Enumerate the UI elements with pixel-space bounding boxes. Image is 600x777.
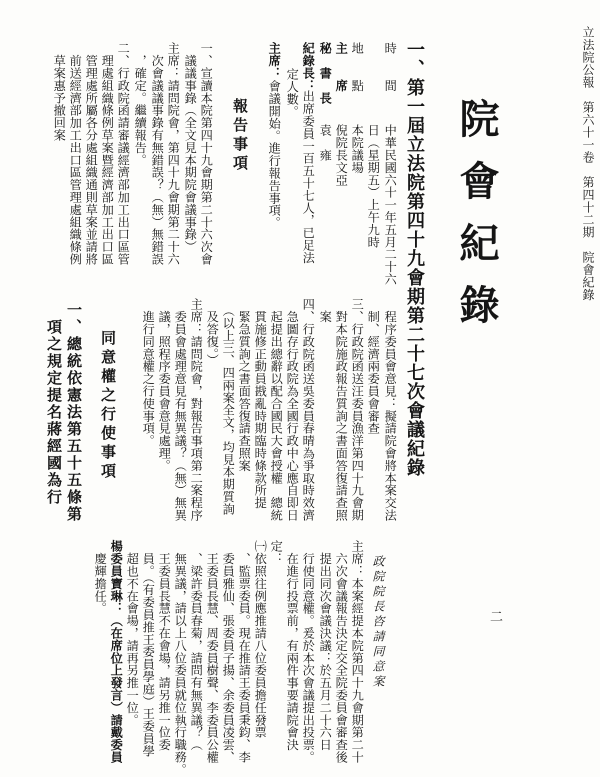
meta-place-value: 本院議場 bbox=[350, 124, 365, 174]
text-line: 議，照程序委員會意見處理。 bbox=[157, 298, 172, 472]
meta-clerk-label: 紀錄長： bbox=[301, 42, 316, 92]
consent-heading: 同意權之行使事項 bbox=[99, 330, 117, 482]
text-line: 四、行政院函送吳委員春晴為爭取時效濟 bbox=[301, 298, 316, 522]
text-line: 三、行政院函送汪委員漁洋第四十九會期 bbox=[350, 298, 365, 522]
text-line: 六次會議報告決定交全院委員會審查後 bbox=[334, 540, 349, 764]
text-line: 前送經濟部加工出口區管理處組織條例 bbox=[68, 42, 83, 266]
text-line: 、監票委員。現在推請王委員秉鈞、李 bbox=[237, 540, 252, 764]
text-line: 進行同意權之行使事項。 bbox=[141, 298, 156, 447]
text-line: 貫施修正動員戡亂時期臨時條款所提 bbox=[253, 298, 268, 509]
text-line: 及答復。） bbox=[205, 298, 220, 367]
text-line: 緊急質詢之書面答復請查照案 bbox=[237, 298, 252, 472]
text-line: 委員雅仙、張委員子揚、余委員凌雲、 bbox=[221, 540, 236, 764]
text-line: 主席：本案經提本院第四十九會期第二十 bbox=[350, 540, 365, 764]
text-line: 制、經濟兩委員會審查 bbox=[366, 298, 381, 435]
text-line: 委員會處理意見有無異議？（無）無異 bbox=[173, 298, 188, 522]
reports-heading: 報告事項 bbox=[231, 98, 249, 174]
page-number: 二 bbox=[490, 610, 504, 625]
text-line: 員。（有委員推王委員學庭）王委員學 bbox=[141, 540, 156, 758]
meta-time-value: 中華民國六十一年五月二十六 bbox=[383, 124, 398, 286]
text-line: 急圖存行政院為全國行政中心應自即日 bbox=[285, 298, 300, 522]
meta-secretary-label: 秘 書 長 bbox=[318, 42, 333, 104]
text-line: ㈠依照往例應推請八位委員擔任發票 bbox=[253, 540, 268, 739]
meta-clerk-value: 出席委員一百五十七人，已足法 bbox=[301, 90, 316, 264]
text-line: 慶輝擔任。 bbox=[93, 540, 108, 615]
text-line: 提出同次會議決議：於五月二十六日 bbox=[318, 540, 333, 751]
meta-chair-value: 倪院長文亞 bbox=[334, 124, 349, 186]
meta-open-value: 會議開始。進行報告事項。 bbox=[267, 80, 282, 229]
text-line: 楊委員寶琳：（在席位上發言）請戴委員 bbox=[109, 540, 124, 764]
page-title: 院會紀錄 bbox=[453, 98, 500, 346]
text-line: 案 bbox=[318, 298, 333, 323]
meta-secretary-value: 袁 雍 bbox=[318, 124, 333, 162]
consent-item-1: 一、總統依憲法第五十五條第 bbox=[65, 302, 83, 523]
text-line: 議議事錄（全文見本期院會議事錄） bbox=[183, 42, 198, 253]
text-line: 管理處所屬各分處組織通則草案並請將 bbox=[84, 42, 99, 266]
text-line: 超也不在會場，請再另推一位。 bbox=[125, 540, 140, 726]
text-line: 主席：請問院會，對報告事項第二案程序 bbox=[189, 298, 204, 522]
text-line: 二、行政院函請審議經濟部加工出口區管 bbox=[116, 42, 131, 266]
meta-chair-label: 主 席 bbox=[334, 42, 349, 92]
text-line: 次會議議事錄有無錯誤？（無）無錯誤 bbox=[150, 42, 165, 266]
meta-time-label: 時 間 bbox=[383, 42, 398, 92]
text-line: 定： bbox=[269, 540, 284, 565]
text-line: 一、宣讀本院第四十九會期第二十六次會 bbox=[199, 42, 214, 266]
meta-open-label: 主席： bbox=[267, 42, 282, 80]
meta-time-value-2: 日（星期五）上午九時 bbox=[366, 124, 381, 248]
text-line: 、梁許委員春菊，請問有無異議？（ bbox=[189, 540, 204, 751]
text-line: 理處組織條例草案暨經濟部加工出口區 bbox=[100, 42, 115, 266]
session-heading: 一、第一屆立法院第四十九會期第二十七次會議紀錄 bbox=[404, 40, 425, 477]
text-line: 對本院施政報告質詢之書面答復請查照 bbox=[334, 298, 349, 522]
meta-place-label: 地 點 bbox=[350, 42, 365, 92]
text-line: 起提出總辭以配合國民大會授權 總統 bbox=[269, 298, 284, 522]
consent-item-1-cont: 項之規定提名蔣經國為行 bbox=[45, 302, 63, 506]
text-line: 草案惠予撤回案 bbox=[52, 42, 67, 142]
text-line: 行使同意權。爰於本次會議提出投票。 bbox=[301, 540, 316, 764]
text-line: 程序委員會意見：擬請院會將本案交法 bbox=[383, 298, 398, 522]
text-line: ，確定。繼續報告。 bbox=[133, 42, 148, 166]
meta-clerk-value-2: 定人數。 bbox=[285, 68, 300, 118]
text-line: 王委員長慧、周委員樹聲、李委員公權 bbox=[205, 540, 220, 764]
text-line: 無異議，請以上八位委員就位執行職務。 bbox=[173, 540, 188, 776]
handwritten-note: 政院院長咨請同意案 bbox=[371, 555, 385, 690]
text-line: 主席：請問院會，第四十九會期第二十六 bbox=[166, 42, 181, 266]
text-line: （以上三、四兩案全文，均見本期質詢 bbox=[221, 298, 236, 516]
text-line: 王委員長慧不在會場，請另推一位委 bbox=[157, 540, 172, 751]
text-line: 在進行投票前，有兩件事要請院會決 bbox=[285, 540, 300, 751]
gazette-header: 立法院公報 第六十一卷 第四十二期 院會紀錄 bbox=[581, 26, 595, 301]
